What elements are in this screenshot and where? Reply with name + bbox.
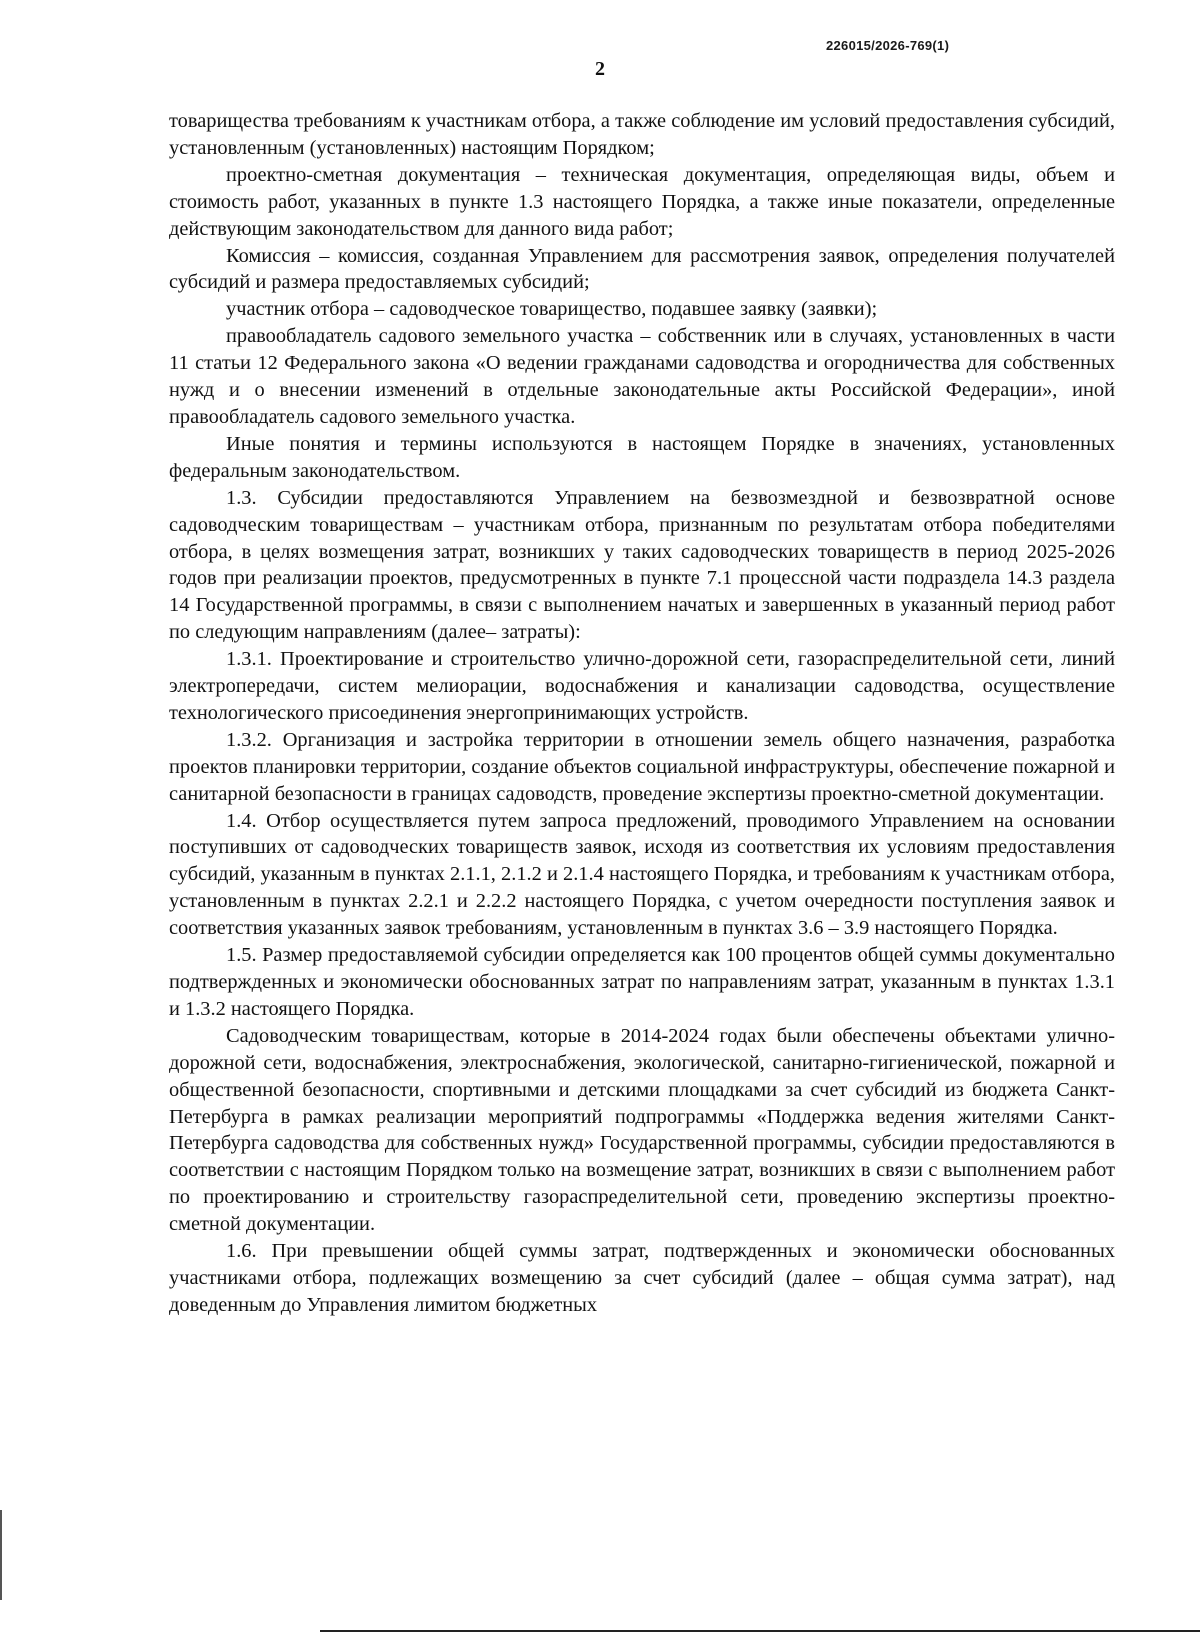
paragraph-definition-commission: Комиссия – комиссия, созданная Управлением для рассмотрения заявок, определения получателей субсидий и размера предоставляемых субсидий; (169, 244, 1115, 294)
paragraph-definition-rightholder: правообладатель садового земельного участка – собственник или в случаях, установленных в части 11 статьи 12 Федерального закона «О ведении гражданами садоводства и огородничества для собственных нужд и о внесении изменений в отдельные законодательные акты Российской Федерации», иной правообладатель садового земельного участка. (169, 325, 1115, 428)
paragraph-1-3-2: 1.3.2. Организация и застройка территории в отношении земель общего назначения, разработка проектов планировки территории, создание объектов социальной инфраструктуры, обеспечение пожарной и санитарной безопасности в границах садоводств, проведение экспертизы проектно-сметной документации. (169, 728, 1115, 805)
paragraph-1-5: 1.5. Размер предоставляемой субсидии определяется как 100 процентов общей суммы документально подтвержденных и экономически обоснованных затрат по направлениям затрат, указанным в пунктах 1.3.1 и 1.3.2 настоящего Порядка. (169, 944, 1115, 1020)
paragraph-1-3-1: 1.3.1. Проектирование и строительство улично-дорожной сети, газораспределительной сети, линий электропередачи, систем мелиорации, водоснабжения и канализации садоводства, осуществление технологического присоединения энергопринимающих устройств. (169, 648, 1115, 724)
scan-bottom-rule (320, 1630, 1200, 1632)
paragraph-1-3: 1.3. Субсидии предоставляются Управлением на безвозмездной и безвозвратной основе садоводческим товариществам – участникам отбора, признанным по результатам отбора победителями отбора, в целях возмещения затрат, возникших у таких садоводческих товариществ в период 2025-2026 годов при реализации проектов, предусмотренных в пункте 7.1 процессной части подраздела 14.3 раздела 14 Государственной программы, в связи с выполнением начатых и завершенных в указанный период работ по следующим направлениям (далее– затраты): (169, 486, 1115, 644)
document-body (169, 108, 1115, 1319)
paragraph-1-6: 1.6. При превышении общей суммы затрат, подтвержденных и экономически обоснованных участниками отбора, подлежащих возмещению за счет субсидий (далее – общая сумма затрат), над доведенным до Управления лимитом бюджетных (169, 1240, 1115, 1316)
paragraph-definition-design-docs: проектно-сметная документация – техническая документация, определяющая виды, объем и стоимость работ, указанных в пункте 1.3 настоящего Порядка, а также иные показатели, определенные действующим законодательством для данного вида работ; (169, 163, 1115, 240)
paragraph-1-5-gardening: Садоводческим товариществам, которые в 2014-2024 годах были обеспечены объектами улично-дорожной сети, водоснабжения, электроснабжения, экологической, санитарно-гигиенической, пожарной и общественной безопасности, спортивными и детскими площадками за счет субсидий из бюджета Санкт-Петербурга в рамках реализации мероприятий подпрограммы «Поддержка ведения жителями Санкт-Петербурга садоводства для собственных нужд» Государственной программы, субсидии предоставляются в соответствии с настоящим Порядком только на возмещение затрат, возникших в связи с выполнением работ по проектированию и строительству газораспределительной сети, проведению экспертизы проектно-сметной документации. (169, 1024, 1115, 1236)
document-id: 226015/2026-769(1) (826, 38, 950, 53)
paragraph-definition-participant: участник отбора – садоводческое товарищество, подавшее заявку (заявки); (226, 298, 878, 321)
paragraph-other-terms: Иные понятия и термины используются в настоящем Порядке в значениях, установленных федеральным законодательством. (169, 432, 1115, 482)
paragraph-1-4: 1.4. Отбор осуществляется путем запроса предложений, проводимого Управлением на основании поступивших от садоводческих товариществ заявок, исходя из соответствия их условиям предоставления субсидий, указанным в пунктах 2.1.1, 2.1.2 и 2.1.4 настоящего Порядка, и требованиям к участникам отбора, установленным в пунктах 2.2.1 и 2.2.2 настоящего Порядка, с учетом очередности поступления заявок и соответствия указанных заявок требованиям, установленным в пунктах 3.6 – 3.9 настоящего Порядка. (169, 809, 1115, 940)
paragraph-continuation: товарищества требованиям к участникам отбора, а также соблюдение им условий предоставления субсидий, установленным (установленных) настоящим Порядком; (169, 110, 1115, 159)
scan-edge-mark (0, 1510, 2, 1600)
page-number: 2 (595, 58, 605, 80)
